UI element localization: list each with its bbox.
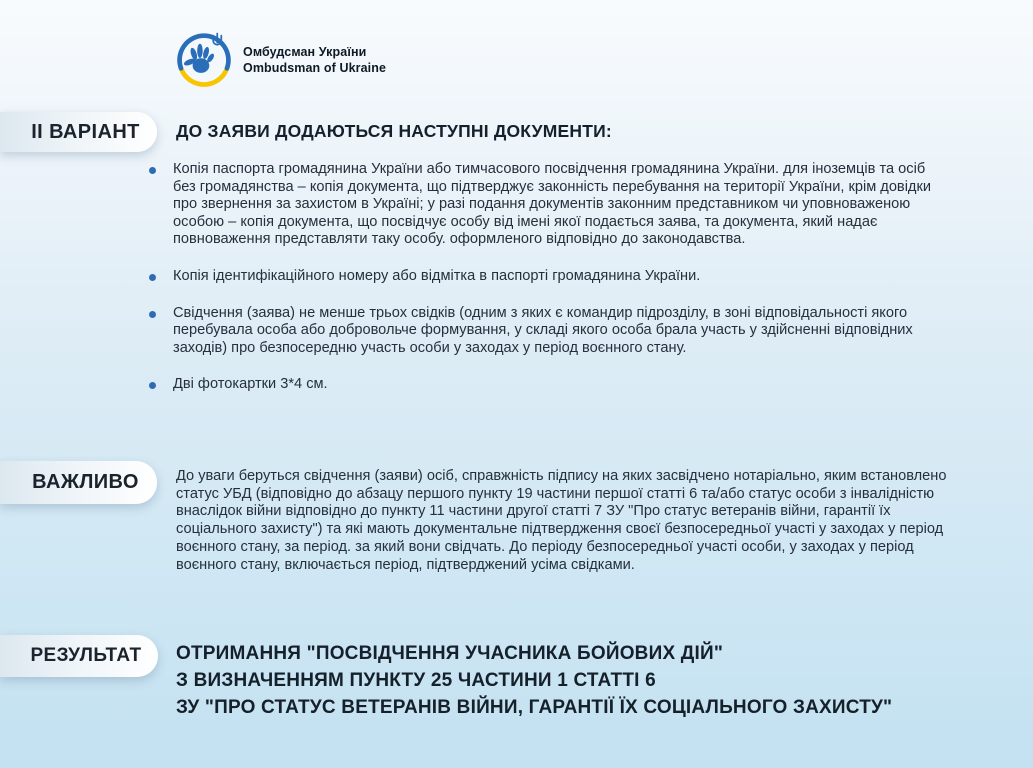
important-paragraph: До уваги беруться свідчення (заяви) осіб, справжність підпису на яких засвідчено нотаріально, яким встановлено статус УБД (відповідно до абзацу першого пункту 19 частини першої статті 6 та/або статус особи з інвалідністю внаслідок війни відповідно до пункту 11 частини другої статті 7 ЗУ "Про статус ветеранів війни, гарантії їх соціального захисту") та які мають документальне підтвердження своєї безпосередньої участі у заходах у період воєнного стану, за період. за який вони свідчать. До періоду безпосередньої участі особи, у заходах у період воєнного стану, включається період, підтверджений усіма свідками.	[176, 468, 947, 573]
result-line: ОТРИМАННЯ "ПОСВІДЧЕННЯ УЧАСНИКА БОЙОВИХ ДІЙ"	[176, 643, 724, 664]
bullet-icon	[149, 167, 156, 174]
list-item-text: Свідчення (заява) не менше трьох свідків (одним з яких є командир підрозділу, в зоні відповідальності якого перебувала особа або добровольче формування, у складі якого особа брала участь у здійсненні відповідних заходів) про безпосередню участь особи у заходах у період воєнного стану.	[173, 304, 913, 356]
logo-wordmark	[243, 44, 386, 77]
ombudsman-logo	[176, 32, 386, 88]
result-line: ЗУ "ПРО СТАТУС ВЕТЕРАНІВ ВІЙНИ, ГАРАНТІЇ ЇХ СОЦІАЛЬНОГО ЗАХИСТУ"	[176, 697, 893, 718]
logo-title-uk: Омбудсман України	[243, 44, 367, 59]
result-line: З ВИЗНАЧЕННЯМ ПУНКТУ 25 ЧАСТИНИ 1 СТАТТІ 6	[176, 670, 656, 691]
badge-variant: ІІ ВАРІАНТ	[0, 112, 157, 152]
bullet-icon	[149, 274, 156, 281]
documents-list	[149, 161, 939, 413]
list-item-text: Копія ідентифікаційного номеру або відмітка в паспорті громадянина України.	[173, 267, 701, 284]
list-item-text: Копія паспорта громадянина України або тимчасового посвідчення громадянина України. для іноземців та осіб без громадянства – копія документа, що підтверджує законність перебування на території України, крім довідки про звернення за захистом в Україні; у разі подання документів законним представником чи уповноваженою особою – копія документа, що посвідчує особу від імені якої подається заява, та документа, який надає повноваження представляти таку особу. оформленого відповідно до законодавства.	[173, 161, 931, 248]
badge-important: ВАЖЛИВО	[0, 461, 157, 504]
list-item	[149, 268, 939, 286]
bullet-icon	[149, 382, 156, 389]
logo-title-en: Ombudsman of Ukraine	[243, 61, 386, 75]
badge-result: РЕЗУЛЬТАТ	[0, 635, 158, 677]
list-item-text: Дві фотокартки 3*4 см.	[173, 376, 328, 393]
list-item	[149, 161, 939, 249]
ombudsman-hand-icon	[176, 32, 232, 88]
result-block	[176, 640, 892, 721]
list-item	[149, 305, 939, 358]
documents-heading: ДО ЗАЯВИ ДОДАЮТЬСЯ НАСТУПНІ ДОКУМЕНТИ:	[176, 121, 612, 141]
list-item	[149, 376, 939, 394]
bullet-icon	[149, 311, 156, 318]
